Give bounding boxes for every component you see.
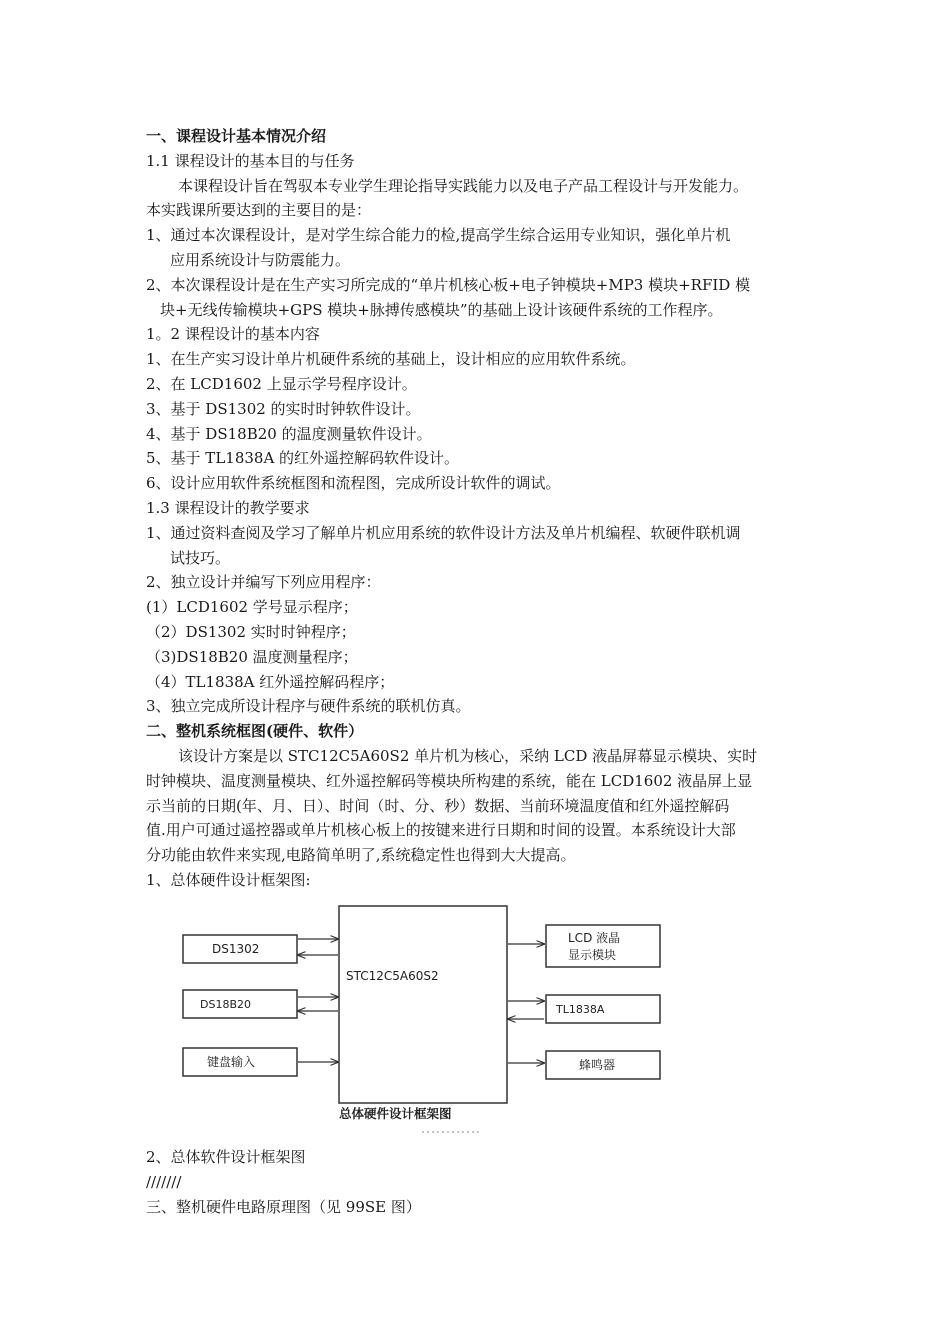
ds18b20-label: DS18B20 (200, 998, 251, 1011)
content-item-6: 6、设计应用软件系统框图和流程图，完成所设计软件的调试。 (146, 474, 561, 493)
goal-2-line-2: 块+无线传输模块+GPS 模块+脉搏传感模块”的基础上设计该硬件系统的工作程序。 (160, 300, 723, 319)
section-2-title: 二、整机系统框图(硬件、软件） (146, 722, 364, 741)
program-item-1: (1）LCD1602 学号显示程序； (146, 598, 358, 617)
content-item-2: 2、在 LCD1602 上显示学号程序设计。 (146, 374, 417, 393)
program-item-4: （4）TL1838A 红外遥控解码程序； (146, 672, 395, 691)
requirement-1-line-1: 1、通过资料查阅及学习了解单片机应用系统的软件设计方法及单片机编程、软硬件联机调 (146, 523, 741, 542)
software-frame-label: 2、总体软件设计框架图 (146, 1148, 306, 1166)
goal-1-line-2: 应用系统设计与防震能力。 (170, 250, 351, 269)
section-3-title: 三、整机硬件电路原理图（见 99SE 图） (146, 1197, 421, 1216)
lcd-label-line-2: 显示模块 (568, 948, 617, 962)
section-1-3-title: 1.3 课程设计的教学要求 (146, 498, 310, 517)
section-2-paragraph-line-1: 该设计方案是以 STC12C5A60S2 单片机为核心，采纳 LCD 液晶屏幕显示模块、实时 (178, 746, 758, 765)
section-1-1-paragraph: 本课程设计旨在驾驭本专业学生理论指导实践能力以及电子产品工程设计与开发能力。 (178, 176, 749, 195)
keyboard-label: 键盘输入 (207, 1055, 256, 1069)
program-item-2: （2）DS1302 实时时钟程序； (146, 622, 356, 641)
hardware-frame-label: 1、总体硬件设计框架图: (146, 870, 311, 889)
content-item-3: 3、基于 DS1302 的实时时钟软件设计。 (146, 399, 421, 418)
diagram-caption: 总体硬件设计框架图 (339, 1106, 452, 1121)
tl1838a-label: TL1838A (556, 1003, 605, 1016)
goal-1-line-1: 1、通过本次课程设计，是对学生综合能力的检,提高学生综合运用专业知识，强化单片机 (146, 226, 731, 245)
hardware-block-diagram (176, 898, 676, 1138)
section-1-2-title: 1。2 课程设计的基本内容 (146, 325, 320, 344)
slashes-placeholder: /////// (146, 1172, 182, 1191)
program-item-3: （3)DS18B20 温度测量程序； (146, 647, 358, 666)
content-item-5: 5、基于 TL1838A 的红外遥控解码软件设计。 (146, 449, 460, 468)
document-body-tail (146, 1145, 816, 1219)
section-1-1-title: 1.1 课程设计的基本目的与任务 (146, 151, 355, 170)
requirement-1-line-2: 试技巧。 (170, 548, 231, 567)
goal-2-line-1: 2、本次课程设计是在生产实习所完成的“单片机核心板+电子钟模块+MP3 模块+RFID 模 (146, 275, 751, 294)
mcu-block (339, 906, 507, 1103)
section-2-paragraph-line-4: 值.用户可通过遥控器或单片机核心板上的按键来进行日期和时间的设置。本系统设计大部 (146, 821, 736, 840)
mcu-label: STC12C5A60S2 (346, 969, 439, 983)
section-2-paragraph-line-2: 时钟模块、温度测量模块、红外遥控解码等模块所构建的系统，能在 LCD1602 液晶屏上显 (146, 771, 753, 790)
lcd-label-line-1: LCD 液晶 (568, 931, 621, 945)
section-1-1-paragraph-cont: 本实践课所要达到的主要目的是： (146, 201, 372, 220)
section-2-paragraph-line-5: 分功能由软件来实现,电路简单明了,系统稳定性也得到大大提高。 (146, 846, 576, 865)
document-body (146, 124, 816, 893)
content-item-4: 4、基于 DS18B20 的温度测量软件设计。 (146, 424, 432, 443)
section-1-title: 一、课程设计基本情况介绍 (146, 127, 327, 145)
content-item-1: 1、在生产实习设计单片机硬件系统的基础上，设计相应的应用软件系统。 (146, 350, 636, 369)
section-2-paragraph-line-3: 示当前的日期(年、月、日）、时间（时、分、秒）数据、当前环境温度值和红外遥控解码 (146, 796, 730, 815)
block-diagram-svg (176, 898, 676, 1138)
requirement-3: 3、独立完成所设计程序与硬件系统的联机仿真。 (146, 697, 471, 716)
requirement-2: 2、独立设计并编写下列应用程序： (146, 573, 381, 592)
ds1302-label: DS1302 (212, 942, 260, 956)
buzzer-label: 蜂鸣器 (579, 1058, 616, 1072)
